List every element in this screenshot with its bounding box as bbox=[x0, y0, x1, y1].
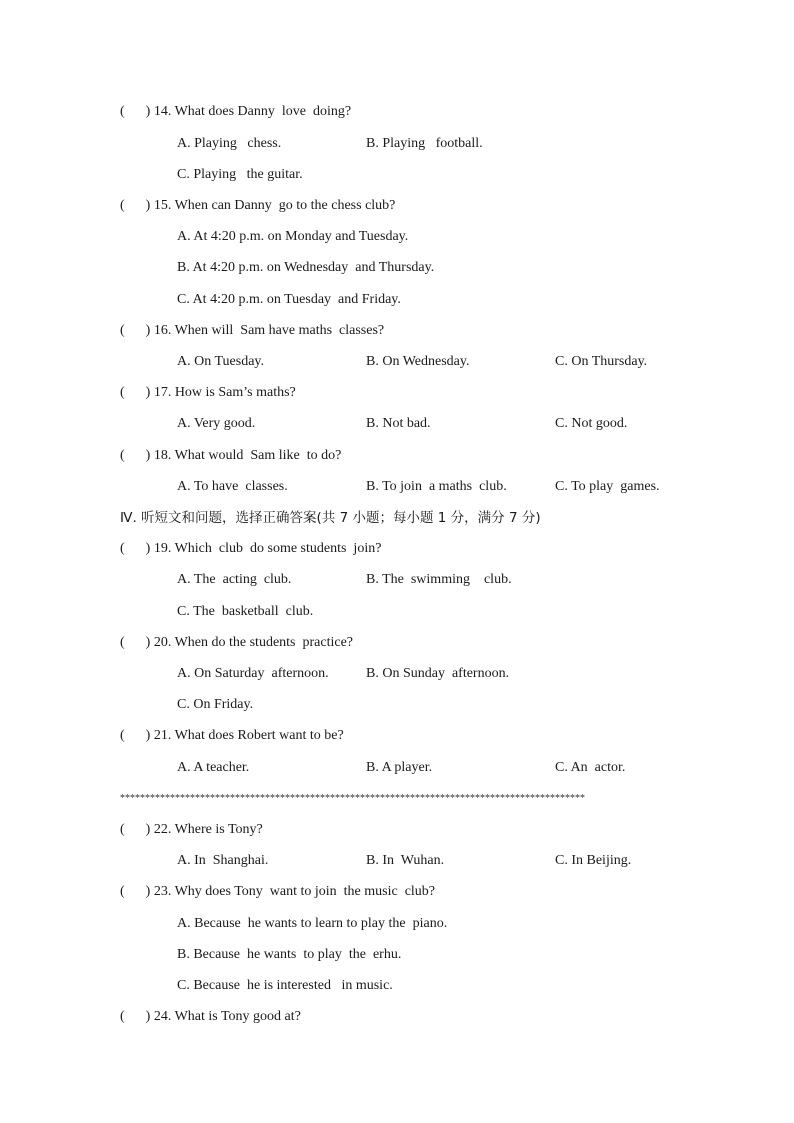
option-18c: C. To play games. bbox=[555, 479, 660, 494]
option-15b: B. At 4:20 p.m. on Wednesday and Thursday. bbox=[177, 260, 435, 275]
option-19c: C. The basketball club. bbox=[177, 604, 314, 619]
option-16a: A. On Tuesday. bbox=[177, 354, 264, 369]
option-18b: B. To join a maths club. bbox=[366, 479, 507, 494]
question-20: ( ) 20. When do the students practice? bbox=[120, 635, 354, 650]
option-22c: C. In Beijing. bbox=[555, 853, 632, 868]
question-23: ( ) 23. Why does Tony want to join the music club? bbox=[120, 884, 436, 899]
question-21: ( ) 21. What does Robert want to be? bbox=[120, 728, 344, 743]
option-15a: A. At 4:20 p.m. on Monday and Tuesday. bbox=[177, 229, 409, 244]
option-23b: B. Because he wants to play the erhu. bbox=[177, 947, 402, 962]
option-19b: B. The swimming club. bbox=[366, 572, 512, 587]
question-15: ( ) 15. When can Danny go to the chess club? bbox=[120, 198, 396, 213]
option-14b: B. Playing football. bbox=[366, 136, 483, 151]
question-24: ( ) 24. What is Tony good at? bbox=[120, 1009, 301, 1024]
option-14a: A. Playing chess. bbox=[177, 136, 282, 151]
option-20c: C. On Friday. bbox=[177, 697, 254, 712]
option-16c: C. On Thursday. bbox=[555, 354, 648, 369]
option-19a: A. The acting club. bbox=[177, 572, 292, 587]
option-16b: B. On Wednesday. bbox=[366, 354, 470, 369]
section-heading: Ⅳ. 听短文和问题，选择正确答案(共 7 小题；每小题 1 分，满分 7 分) bbox=[120, 510, 541, 526]
option-22b: B. In Wuhan. bbox=[366, 853, 445, 868]
question-18: ( ) 18. What would Sam like to do? bbox=[120, 448, 342, 463]
question-14: ( ) 14. What does Danny love doing? bbox=[120, 104, 352, 119]
option-17b: B. Not bad. bbox=[366, 416, 431, 431]
option-15c: C. At 4:20 p.m. on Tuesday and Friday. bbox=[177, 292, 401, 307]
star-divider: ********************************************************************************************* bbox=[120, 793, 585, 804]
option-21a: A. A teacher. bbox=[177, 760, 250, 775]
question-19: ( ) 19. Which club do some students join? bbox=[120, 541, 382, 556]
option-20a: A. On Saturday afternoon. bbox=[177, 666, 329, 681]
option-17c: C. Not good. bbox=[555, 416, 628, 431]
option-23a: A. Because he wants to learn to play the piano. bbox=[177, 916, 448, 931]
question-22: ( ) 22. Where is Tony? bbox=[120, 822, 263, 837]
option-22a: A. In Shanghai. bbox=[177, 853, 269, 868]
option-21c: C. An actor. bbox=[555, 760, 626, 775]
option-14c: C. Playing the guitar. bbox=[177, 167, 303, 182]
question-17: ( ) 17. How is Sam’s maths? bbox=[120, 385, 296, 400]
option-17a: A. Very good. bbox=[177, 416, 256, 431]
option-21b: B. A player. bbox=[366, 760, 433, 775]
question-16: ( ) 16. When will Sam have maths classes? bbox=[120, 323, 385, 338]
option-18a: A. To have classes. bbox=[177, 479, 288, 494]
option-20b: B. On Sunday afternoon. bbox=[366, 666, 510, 681]
option-23c: C. Because he is interested in music. bbox=[177, 978, 393, 993]
